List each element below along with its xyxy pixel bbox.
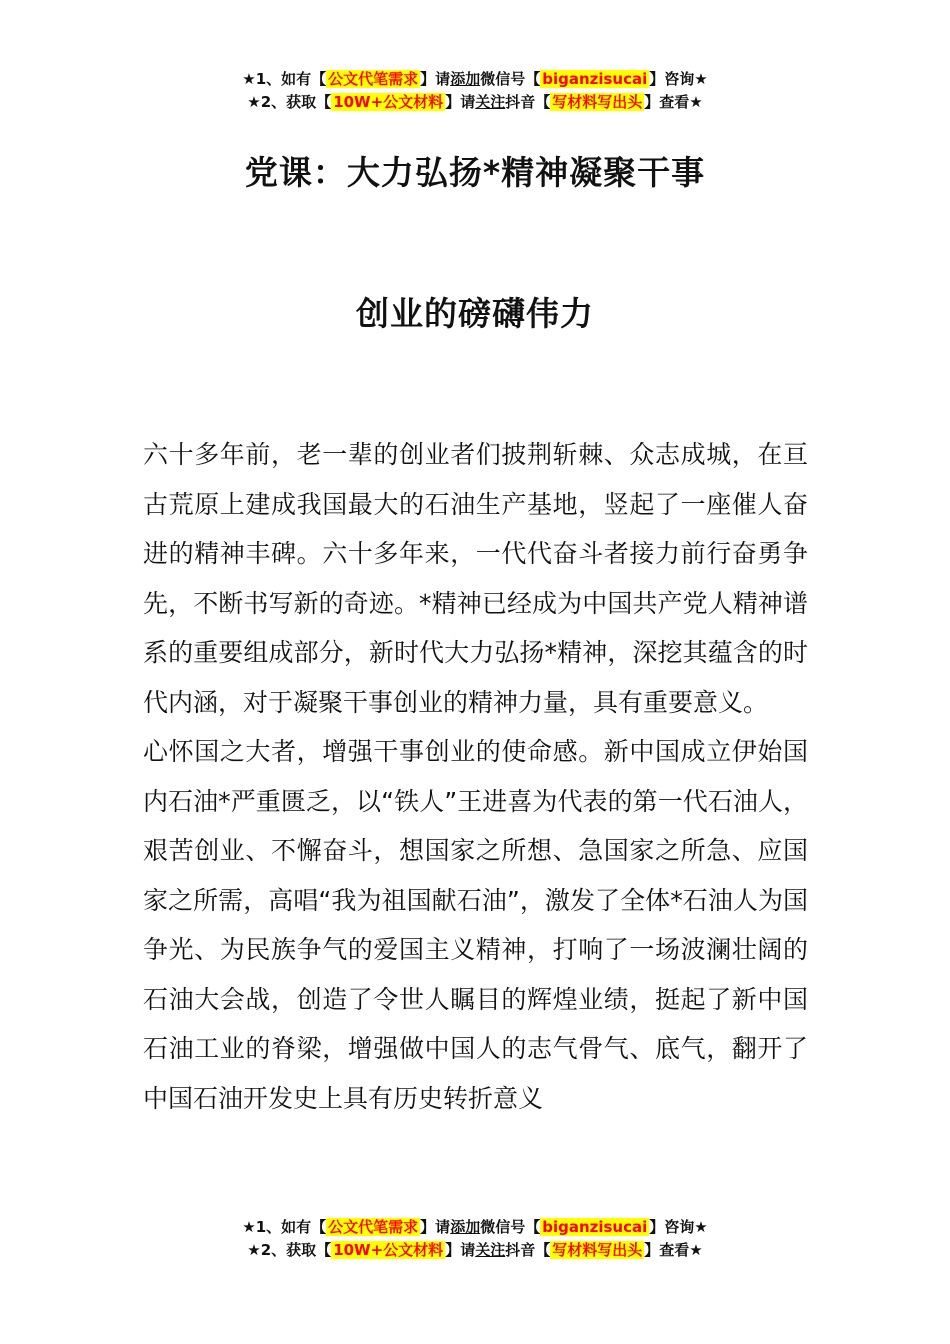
promo-add-text: 添加 bbox=[450, 70, 481, 88]
promo-follow-text: 关注 bbox=[475, 1241, 506, 1259]
promo-line-1-middle-2: 微信号【 bbox=[480, 70, 541, 88]
promo-douyin-account: 写材料写出头 bbox=[552, 1241, 643, 1259]
promo-line-2-middle: 】请 bbox=[445, 93, 476, 111]
promo-line-2-prefix: ★2、获取【 bbox=[247, 1241, 332, 1259]
document-title-line-2: 创业的磅礴伟力 bbox=[356, 294, 594, 333]
body-paragraph: 心怀国之大者，增强干事创业的使命感。新中国成立伊始国内石油*严重匮乏，以“铁人”王进喜为代表的第一代石油人，艰苦创业、不懈奋斗，想国家之所想、急国家之所急、应国家之所需，高唱“我为祖国献石油”，激发了全体*石油人为国争光、为民族争气的爱国主义精神，打响了一场波澜壮阔的石油大会战，创造了令世人瞩目的辉煌业绩，挺起了新中国石油工业的脊梁，增强做中国人的志气骨气、底气，翻开了中国石油开发史上具有历史转折意义 bbox=[143, 737, 808, 1113]
promo-line-1-suffix: 】咨询★ bbox=[649, 1218, 708, 1236]
promo-line-2-suffix: 】查看★ bbox=[644, 93, 703, 111]
promo-douyin-account: 写材料写出头 bbox=[552, 93, 643, 111]
promo-line-1-prefix: ★1、如有【 bbox=[242, 70, 327, 88]
promo-line-2-middle-2: 抖音【 bbox=[505, 93, 551, 111]
document-title-line-1: 党课：大力弘扬*精神凝聚干事 bbox=[244, 153, 706, 192]
promo-follow-text: 关注 bbox=[475, 93, 506, 111]
promo-line-2 bbox=[0, 1239, 950, 1262]
promo-banner-bottom bbox=[0, 1216, 950, 1262]
promo-line-2-middle-2: 抖音【 bbox=[505, 1241, 551, 1259]
promo-highlight-service: 公文代笔需求 bbox=[328, 1218, 419, 1236]
promo-line-1-middle-2: 微信号【 bbox=[480, 1218, 541, 1236]
promo-add-text: 添加 bbox=[450, 1218, 481, 1236]
promo-highlight-service: 公文代笔需求 bbox=[328, 70, 419, 88]
promo-line-2-middle: 】请 bbox=[445, 1241, 476, 1259]
promo-line-2 bbox=[0, 91, 950, 114]
promo-highlight-materials: 10W+公文材料 bbox=[333, 1241, 444, 1259]
promo-line-1-prefix: ★1、如有【 bbox=[242, 1218, 327, 1236]
promo-line-1 bbox=[0, 1216, 950, 1239]
promo-banner-top bbox=[0, 68, 950, 114]
promo-line-1-middle: 】请 bbox=[420, 1218, 451, 1236]
promo-wechat-id: biganzisucai bbox=[542, 70, 648, 88]
promo-line-1-middle: 】请 bbox=[420, 70, 451, 88]
body-paragraph: 六十多年前，老一辈的创业者们披荆斩棘、众志成城，在亘古荒原上建成我国最大的石油生产基地，竖起了一座催人奋进的精神丰碑。六十多年来，一代代奋斗者接力前行奋勇争先，不断书写新的奇迹。*精神已经成为中国共产党人精神谱系的重要组成部分，新时代大力弘扬*精神，深挖其蕴含的时代内涵，对于凝聚干事创业的精神力量，具有重要意义。 bbox=[143, 440, 808, 717]
promo-wechat-id: biganzisucai bbox=[542, 1218, 648, 1236]
promo-line-2-suffix: 】查看★ bbox=[644, 1241, 703, 1259]
promo-line-1-suffix: 】咨询★ bbox=[649, 70, 708, 88]
promo-line-2-prefix: ★2、获取【 bbox=[247, 93, 332, 111]
document-body bbox=[143, 430, 808, 1123]
promo-highlight-materials: 10W+公文材料 bbox=[333, 93, 444, 111]
promo-line-1 bbox=[0, 68, 950, 91]
